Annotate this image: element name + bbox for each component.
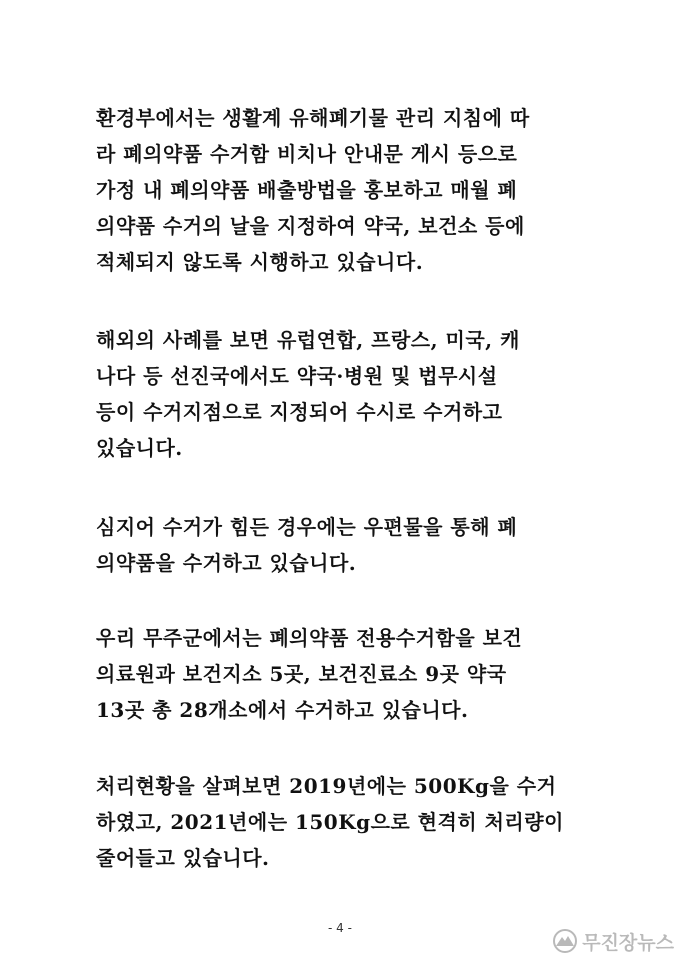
paragraph-3 — [96, 509, 596, 581]
text-line: 있습니다. — [96, 436, 183, 460]
watermark — [552, 926, 674, 956]
text-line: 줄어들고 있습니다. — [96, 846, 270, 870]
mountain-logo-icon — [552, 929, 578, 953]
page-number: - 4 - — [328, 921, 352, 935]
text-line: 13곳 총 28개소에서 수거하고 있습니다. — [96, 698, 469, 722]
paragraph-1 — [96, 100, 596, 280]
text-line: 적체되지 않도록 시행하고 있습니다. — [96, 250, 424, 274]
text-line: 의약품 수거의 날을 지정하여 약국, 보건소 등에 — [96, 214, 525, 238]
paragraph-5 — [96, 768, 596, 876]
text-line: 등이 수거지점으로 지정되어 수시로 수거하고 — [96, 400, 503, 424]
text-line: 처리현황을 살펴보면 2019년에는 500Kg을 수거 — [96, 774, 557, 798]
text-line: 의약품을 수거하고 있습니다. — [96, 551, 357, 575]
text-line: 라 폐의약품 수거함 비치나 안내문 게시 등으로 — [96, 142, 518, 166]
text-line: 하였고, 2021년에는 150Kg으로 현격히 처리량이 — [96, 810, 564, 834]
text-line: 가정 내 폐의약품 배출방법을 홍보하고 매월 폐 — [96, 178, 518, 202]
text-line: 심지어 수거가 힘든 경우에는 우편물을 통해 폐 — [96, 515, 518, 539]
text-line: 환경부에서는 생활계 유해폐기물 관리 지침에 따 — [96, 106, 530, 130]
text-line: 나다 등 선진국에서도 약국·병원 및 법무시설 — [96, 364, 498, 388]
watermark-text: 무진장뉴스 — [582, 931, 674, 954]
text-line: 해외의 사례를 보면 유럽연합, 프랑스, 미국, 캐 — [96, 328, 520, 352]
paragraph-4 — [96, 620, 596, 728]
text-line: 의료원과 보건지소 5곳, 보건진료소 9곳 약국 — [96, 662, 507, 686]
text-line: 우리 무주군에서는 폐의약품 전용수거함을 보건 — [96, 626, 523, 650]
paragraph-2 — [96, 322, 596, 466]
